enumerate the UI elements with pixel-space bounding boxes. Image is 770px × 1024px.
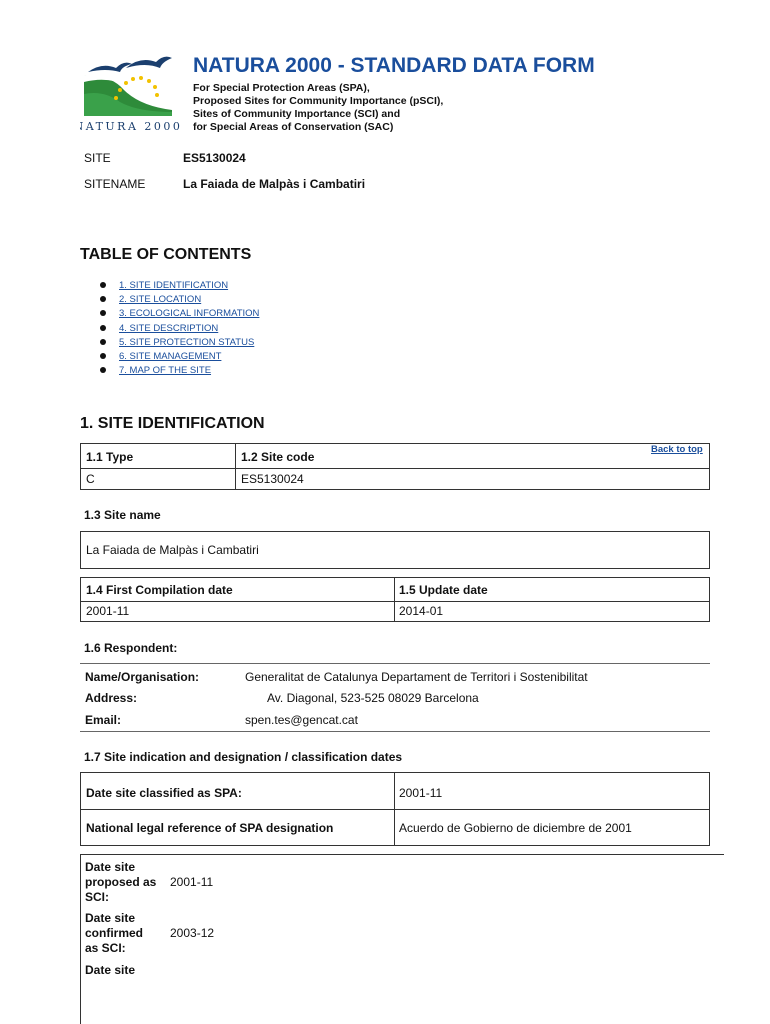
toc-item	[100, 336, 259, 350]
respondent-heading: 1.6 Respondent:	[84, 641, 178, 655]
toc-heading: TABLE OF CONTENTS	[80, 246, 252, 263]
org-value: Generalitat de Catalunya Departament de Territori i Sostenibilitat	[245, 670, 588, 684]
toc-link-site-protection-status[interactable]: 5. SITE PROTECTION STATUS	[119, 336, 255, 348]
sci-proposed-label: Date site proposed as SCI:	[85, 860, 157, 904]
site-name-box	[80, 531, 710, 569]
toc-link-map-of-the-site[interactable]: 7. MAP OF THE SITE	[119, 365, 212, 377]
sci-confirmed-label: Date site confirmed as SCI:	[85, 911, 144, 955]
email-value: spen.tes@gencat.cat	[245, 713, 358, 727]
toc-item	[100, 322, 259, 336]
toc-item	[100, 350, 259, 364]
toc-link-site-location[interactable]: 2. SITE LOCATION	[119, 294, 202, 306]
toc-link-site-description[interactable]: 4. SITE DESCRIPTION	[119, 322, 219, 334]
spa-ref-label: National legal reference of SPA designation	[86, 821, 334, 835]
bullet-icon	[100, 296, 106, 302]
sci-proposed-value: 2001-11	[170, 875, 214, 889]
update-date-value: 2014-01	[399, 604, 444, 618]
toc-list	[100, 279, 259, 378]
first-compilation-label: 1.4 First Compilation date	[86, 583, 233, 597]
site-name-heading: 1.3 Site name	[84, 508, 161, 522]
type-value: C	[86, 472, 95, 486]
designation-heading: 1.7 Site indication and designation / classification dates	[84, 750, 403, 764]
sitename-label: SITENAME	[84, 177, 146, 191]
org-label: Name/Organisation:	[85, 670, 200, 684]
toc-item	[100, 293, 259, 307]
type-code-table	[80, 443, 710, 490]
email-label: Email:	[85, 713, 122, 727]
subtitle-line-3: Sites of Community Importance (SCI) and	[193, 108, 401, 120]
type-label: 1.1 Type	[86, 450, 134, 464]
page-title: NATURA 2000 - STANDARD DATA FORM	[193, 54, 595, 77]
toc-item	[100, 307, 259, 321]
address-value: Av. Diagonal, 523-525 08029 Barcelona	[267, 691, 479, 705]
address-label: Address:	[85, 691, 138, 705]
update-date-label: 1.5 Update date	[399, 583, 488, 597]
bullet-icon	[100, 353, 106, 359]
bullet-icon	[100, 339, 106, 345]
bullet-icon	[100, 282, 106, 288]
logo-text: NATURA 2000	[80, 120, 183, 133]
subtitle-line-4: for Special Areas of Conservation (SAC)	[193, 121, 394, 133]
site-code-label: 1.2 Site code	[241, 450, 315, 464]
toc-item	[100, 364, 259, 378]
site-label: SITE	[84, 151, 111, 165]
spa-date-label: Date site classified as SPA:	[86, 786, 242, 800]
spa-date-value: 2001-11	[399, 786, 443, 800]
site-value: ES5130024	[183, 151, 246, 165]
spa-table	[80, 772, 710, 846]
sci-confirmed-value: 2003-12	[170, 926, 215, 940]
site-code-value: ES5130024	[241, 472, 304, 486]
toc-link-site-management[interactable]: 6. SITE MANAGEMENT	[119, 350, 222, 362]
section-1-heading: 1. SITE IDENTIFICATION	[80, 415, 265, 432]
spa-ref-value: Acuerdo de Gobierno de diciembre de 2001	[399, 821, 632, 835]
bullet-icon	[100, 325, 106, 331]
toc-link-ecological-information[interactable]: 3. ECOLOGICAL INFORMATION	[119, 308, 260, 320]
sitename-value: La Faiada de Malpàs i Cambatiri	[183, 177, 366, 191]
subtitle-line-2: Proposed Sites for Community Importance (pSCI),	[193, 95, 444, 107]
toc-link-site-identification[interactable]: 1. SITE IDENTIFICATION	[119, 280, 229, 291]
toc-item	[100, 279, 259, 293]
sci-dates-table	[80, 854, 724, 1024]
dates-table	[80, 577, 710, 622]
subtitle-line-1: For Special Protection Areas (SPA),	[193, 82, 370, 94]
bullet-icon	[100, 310, 106, 316]
respondent-table	[80, 663, 710, 732]
first-compilation-value: 2001-11	[86, 604, 130, 618]
back-to-top-link[interactable]: Back to top	[651, 444, 703, 455]
natura-2000-logo	[80, 50, 184, 134]
site-name-value: La Faiada de Malpàs i Cambatiri	[86, 543, 259, 557]
bullet-icon	[100, 367, 106, 373]
next-date-label: Date site	[85, 963, 136, 977]
